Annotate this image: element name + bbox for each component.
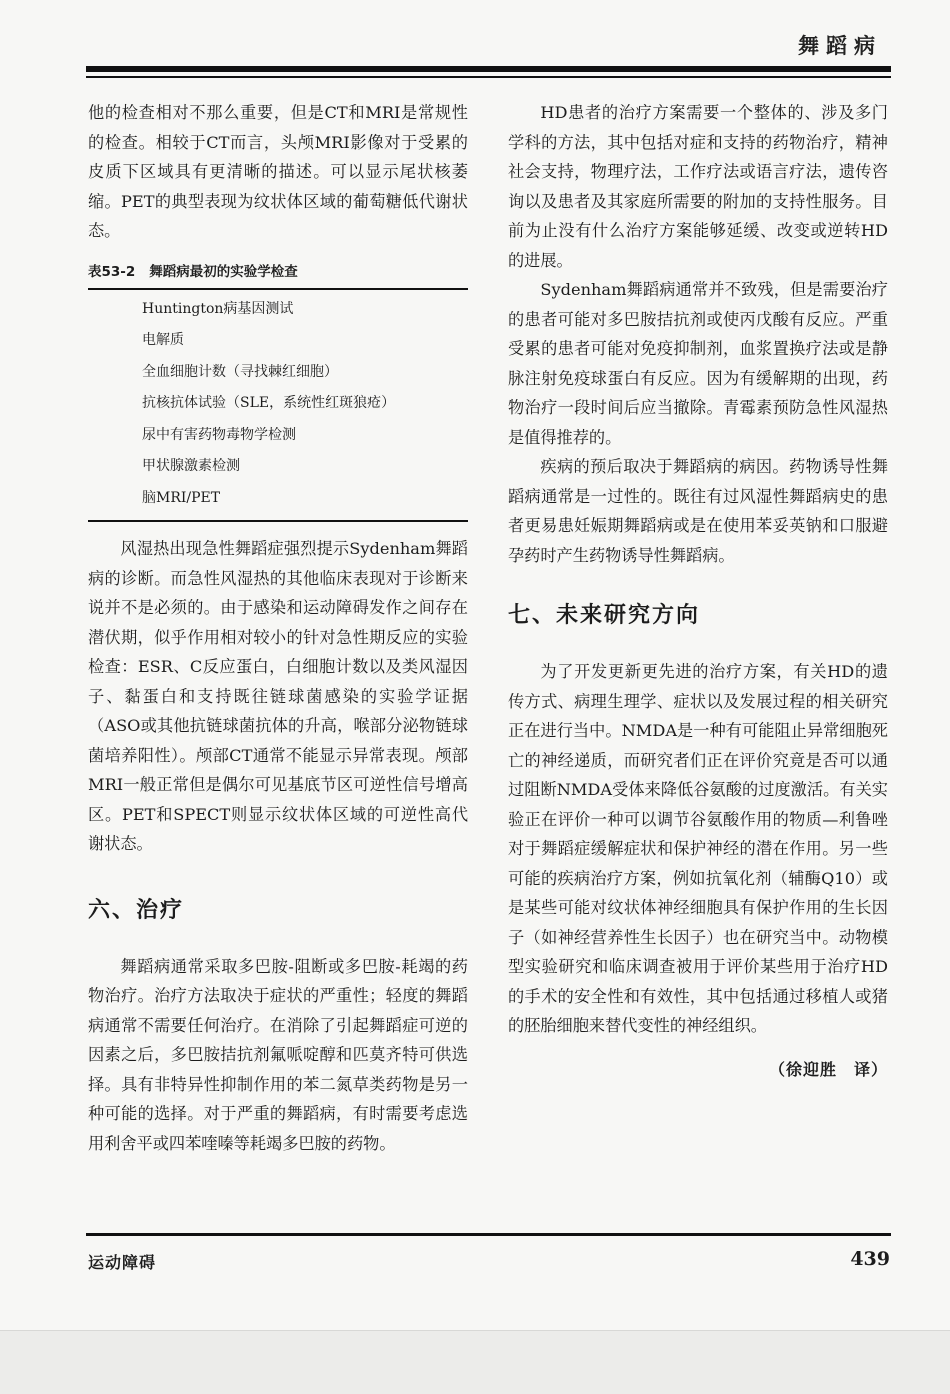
- header-rule-thick: [86, 66, 891, 72]
- para-prognosis: 疾病的预后取决于舞蹈病的病因。药物诱导性舞蹈病通常是一过性的。既往有过风湿性舞蹈病史的患者更易患妊娠期舞蹈病或是在使用苯妥英钠和口服避孕药时产生药物诱导性舞蹈病。: [508, 457, 888, 565]
- header-rule-thin: [86, 76, 891, 78]
- table-item: 电解质: [142, 332, 184, 348]
- para-future-research: 为了开发更新更先进的治疗方案，有关HD的遗传方式、病理生理学、症状以及发展过程的相关研究正在进行当中。NMDA是一种有可能阻止异常细胞死亡的神经递质，而研究者们正在评价究竟是否可以通过阻断NMDA受体来降低谷氨酸的过度激活。有关实验正在评价一种可以调节谷氨酸作用的物质—利鲁唑对于舞蹈症缓解症状和保护神经的潜在作用。另一些可能的疾病治疗方案，例如抗氧化剂（辅酶Q10）或是某些可能对纹状体神经细胞具有保护作用的生长因子（如神经营养性生长因子）也在研究当中。动物模型实验研究和临床调查被用于评价某些用于治疗HD的手术的安全性和有效性，其中包括通过移植人或猪的胚胎细胞来替代变性的神经组织。: [508, 662, 888, 1035]
- para-treatment: 舞蹈病通常采取多巴胺-阻断或多巴胺-耗竭的药物治疗。治疗方法取决于症状的严重性；轻度的舞蹈病通常不需要任何治疗。在消除了引起舞蹈症可逆的因素之后，多巴胺拮抗剂氟哌啶醇和匹莫齐特可供选择。具有非特异性抑制作用的苯二氮草类药物是另一种可能的选择。对于严重的舞蹈病，有时需要考虑选用利舍平或四苯喹嗪等耗竭多巴胺的药物。: [88, 956, 468, 1153]
- page-edge: [0, 1330, 950, 1394]
- lab-test-table: [88, 290, 468, 523]
- translator-credit: （徐迎胜 译）: [768, 1059, 888, 1079]
- heading-treatment: 六、治疗: [88, 897, 185, 923]
- running-head: 舞蹈病: [798, 34, 882, 58]
- para-rheumatic: 风湿热出现急性舞蹈症强烈提示Sydenham舞蹈病的诊断。而急性风湿热的其他临床表现对于诊断来说并不是必须的。由于感染和运动障碍发作之间存在潜伏期，似乎作用相对较小的针对急性期反应的实验检查：ESR、C反应蛋白，白细胞计数以及类风湿因子、黏蛋白和支持既往链球菌感染的实验学证据（ASO或其他抗链球菌抗体的升高，喉部分泌物链球菌培养阳性）。颅部CT通常不能显示异常表现。颅部MRI一般正常但是偶尔可见基底节区可逆性信号增高区。PET和SPECT则显示纹状体区域的可逆性高代谢状态。: [88, 539, 468, 853]
- table-item: 尿中有害药物毒物学检测: [142, 426, 296, 443]
- table-item: 全血细胞计数（寻找棘红细胞）: [142, 363, 338, 380]
- right-column: [508, 98, 888, 1080]
- footer-section-title: 运动障碍: [88, 1253, 157, 1272]
- table-number: 表53-2: [88, 263, 136, 280]
- page-number: 439: [850, 1248, 890, 1270]
- table-item: 脑MRI/PET: [142, 489, 221, 506]
- table-item: 抗核抗体试验（SLE，系统性红斑狼疮）: [142, 395, 396, 411]
- para-intro: 他的检查相对不那么重要，但是CT和MRI是常规性的检查。相较于CT而言，头颅MRI影像对于受累的皮质下区域具有更清晰的描述。可以显示尾状核萎缩。PET的典型表现为纹状体区域的葡萄糖低代谢状态。: [88, 103, 468, 240]
- table-title: 舞蹈病最初的实验学检查: [149, 263, 298, 280]
- left-column: [88, 98, 468, 1158]
- table-item: 甲状腺激素检测: [142, 458, 240, 474]
- table-item: Huntington病基因测试: [142, 300, 294, 317]
- footer-rule: [86, 1233, 891, 1236]
- para-sydenham: Sydenham舞蹈病通常并不致残，但是需要治疗的患者可能对多巴胺拮抗剂或使丙戊酸有反应。严重受累的患者可能对免疫抑制剂，血浆置换疗法或是静脉注射免疫球蛋白有反应。因为有缓解期的出现，药物治疗一段时间后应当撤除。青霉素预防急性风湿热是值得推荐的。: [508, 280, 888, 447]
- heading-future-research: 七、未来研究方向: [508, 603, 701, 628]
- para-hd-treatment: HD患者的治疗方案需要一个整体的、涉及多门学科的方法，其中包括对症和支持的药物治疗，精神社会支持，物理疗法，工作疗法或语言疗法，遗传咨询以及患者及其家庭所需要的附加的支持性服务。目前为止没有什么治疗方案能够延缓、改变或逆转HD的进展。: [508, 103, 888, 270]
- table-caption: [88, 260, 468, 290]
